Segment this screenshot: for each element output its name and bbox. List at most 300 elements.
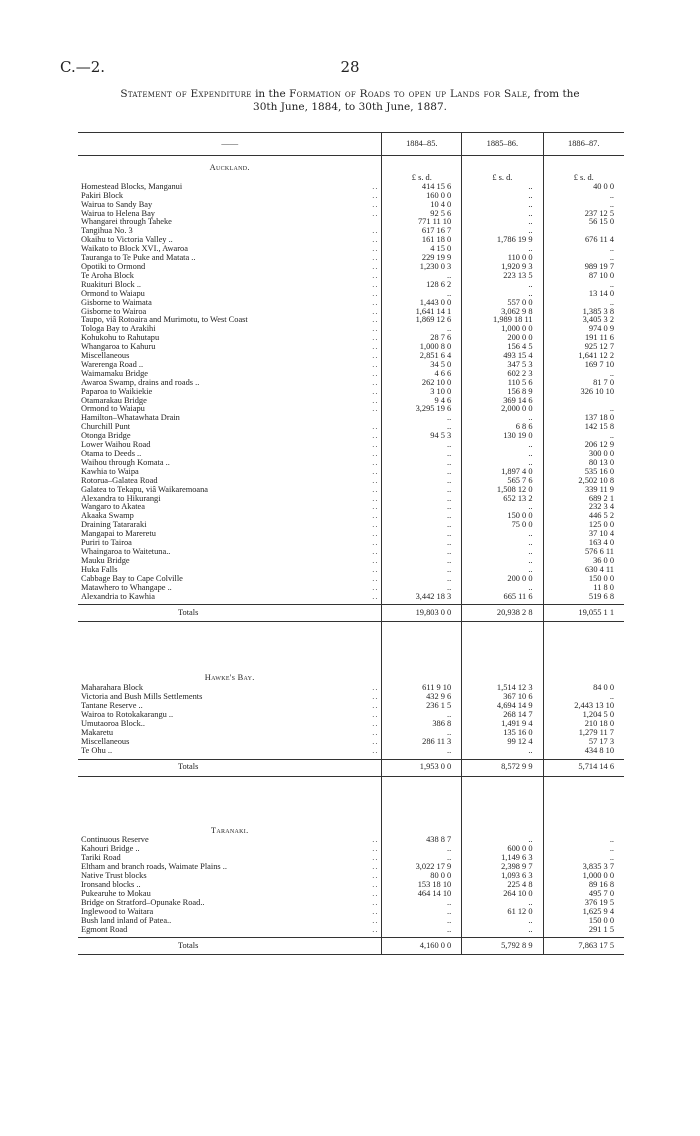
value-1885-86: ..: [462, 290, 543, 299]
value-1884-85: ..: [382, 272, 462, 281]
empty-cell: [462, 666, 543, 684]
row-label-text: Tantane Reserve ..: [81, 701, 143, 711]
value-1886-87: 56 15 0: [543, 218, 624, 227]
value-1884-85: 432 9 6: [382, 693, 462, 702]
value-1886-87: ..: [543, 299, 624, 308]
table-row: [78, 872, 624, 881]
leader-dots: ..: [372, 582, 379, 592]
row-label-text: Tauranga to Te Puke and Matata ..: [81, 253, 196, 263]
value-1886-87: ..: [543, 192, 624, 201]
value-1884-85: 611 9 10: [382, 684, 462, 693]
table-row: [78, 281, 624, 290]
table-row: [78, 299, 624, 308]
table-row: [78, 738, 624, 747]
value-1885-86: 652 13 2: [462, 495, 543, 504]
value-1884-85: ..: [382, 566, 462, 575]
page-title: [76, 88, 624, 114]
row-label-text: Churchill Punt: [81, 422, 131, 432]
value-1885-86: 264 10 0: [462, 890, 543, 899]
value-1885-86: 367 10 6: [462, 693, 543, 702]
table-row: [78, 468, 624, 477]
row-label-text: Matawhero to Whangape ..: [81, 582, 172, 592]
leader-dots: ..: [372, 181, 379, 191]
table-row: [78, 557, 624, 566]
leader-dots: ..: [372, 297, 379, 307]
total-1885-86: 20,938 2 8: [462, 605, 543, 622]
value-1884-85: ..: [382, 899, 462, 908]
value-1885-86: 200 0 0: [462, 575, 543, 584]
value-1885-86: 75 0 0: [462, 521, 543, 530]
row-label-text: Warerenga Road ..: [81, 359, 144, 369]
row-label-text: Awaroa Swamp, drains and roads ..: [81, 377, 200, 387]
value-1885-86: 369 14 6: [462, 397, 543, 406]
table-row: [78, 263, 624, 272]
value-1885-86: 110 5 6: [462, 379, 543, 388]
header-1885-86: 1885–86.: [462, 133, 543, 156]
value-1884-85: ..: [382, 539, 462, 548]
value-1886-87: 37 10 4: [543, 530, 624, 539]
value-1885-86: ..: [462, 218, 543, 227]
value-1884-85: ..: [382, 414, 462, 423]
value-1884-85: ..: [382, 459, 462, 468]
gap-cell: [382, 622, 462, 667]
value-1884-85: 3,295 19 6: [382, 405, 462, 414]
value-1886-87: 163 4 0: [543, 539, 624, 548]
value-1884-85: ..: [382, 845, 462, 854]
empty-cell: [543, 666, 624, 684]
row-label-text: Wangaro to Akatea: [81, 502, 145, 512]
row-label-text: Mauku Bridge: [81, 555, 130, 565]
leader-dots: ..: [372, 306, 379, 316]
value-1886-87: ..: [543, 432, 624, 441]
value-1885-86: 1,786 19 9: [462, 236, 543, 245]
value-1886-87: 989 19 7: [543, 263, 624, 272]
row-label-text: Gisborne to Wairoa: [81, 306, 147, 316]
value-1885-86: ..: [462, 183, 543, 192]
leader-dots: ..: [372, 422, 379, 432]
value-1886-87: 376 19 5: [543, 899, 624, 908]
row-label-text: Alexandria to Kawhia: [81, 591, 155, 601]
header-1886-87: 1886–87.: [543, 133, 624, 156]
value-1884-85: ..: [382, 917, 462, 926]
leader-dots: ..: [372, 208, 379, 218]
empty-cell: [382, 666, 462, 684]
value-1886-87: 974 0 9: [543, 325, 624, 334]
row-label: [78, 593, 382, 602]
table-row: [78, 863, 624, 872]
section-heading-row: [78, 819, 624, 837]
row-label-text: Alexandra to Hikurangi: [81, 493, 161, 503]
value-1884-85: 4 15 0: [382, 245, 462, 254]
row-label-text: Taupo, viâ Rotoaira and Murimotu, to West Coast: [81, 315, 248, 325]
value-1884-85: ..: [382, 290, 462, 299]
value-1884-85: ..: [382, 486, 462, 495]
leader-dots: ..: [372, 880, 379, 889]
row-label-text: Okaihu to Victoria Valley ..: [81, 235, 173, 245]
table-row: [78, 352, 624, 361]
table-row: [78, 316, 624, 325]
value-1886-87: ..: [543, 854, 624, 863]
value-1885-86: 665 11 6: [462, 593, 543, 602]
value-1886-87: 1,385 3 8: [543, 308, 624, 317]
leader-dots: ..: [372, 555, 379, 565]
value-1884-85: ..: [382, 441, 462, 450]
leader-dots: ..: [372, 538, 379, 548]
total-1884-85: 19,803 0 0: [382, 605, 462, 622]
section-heading-row: [78, 156, 624, 174]
table-row: [78, 201, 624, 210]
leader-dots: ..: [372, 520, 379, 530]
value-1886-87: 326 10 10: [543, 388, 624, 397]
value-1886-87: 434 8 10: [543, 747, 624, 756]
table-row: [78, 192, 624, 201]
table-row: [78, 343, 624, 352]
leader-dots: ..: [372, 333, 379, 343]
table-row: [78, 272, 624, 281]
gap-cell: [462, 776, 543, 819]
row-label: [78, 845, 382, 854]
title-mid: in the: [251, 88, 290, 100]
value-1886-87: 576 6 11: [543, 548, 624, 557]
row-label-text: Inglewood to Waitara: [81, 906, 154, 916]
value-1884-85: 3 10 0: [382, 388, 462, 397]
value-1886-87: 291 1 5: [543, 926, 624, 935]
row-label-text: Umutaoroa Block..: [81, 718, 145, 728]
value-1884-85: ..: [382, 729, 462, 738]
leader-dots: ..: [372, 261, 379, 271]
value-1884-85: 128 6 2: [382, 281, 462, 290]
row-label-text: Maharahara Block: [81, 683, 144, 693]
row-label-text: Otamarakau Bridge: [81, 395, 147, 405]
value-1884-85: ..: [382, 854, 462, 863]
value-1884-85: 161 18 0: [382, 236, 462, 245]
leader-dots: ..: [372, 924, 379, 934]
row-label-text: Whaingaroa to Waitetuna..: [81, 546, 171, 556]
value-1884-85: ..: [382, 468, 462, 477]
value-1886-87: 84 0 0: [543, 684, 624, 693]
row-label-text: Pakiri Block: [81, 190, 124, 200]
table-row: [78, 720, 624, 729]
value-1886-87: 40 0 0: [543, 183, 624, 192]
value-1884-85: ..: [382, 575, 462, 584]
leader-dots: ..: [372, 727, 379, 737]
value-1886-87: 36 0 0: [543, 557, 624, 566]
value-1886-87: 125 0 0: [543, 521, 624, 530]
value-1884-85: 9 4 6: [382, 397, 462, 406]
row-label-text: Huka Falls: [81, 564, 118, 574]
value-1884-85: 386 8: [382, 720, 462, 729]
value-1885-86: ..: [462, 926, 543, 935]
row-label-text: Ormond to Waiapu: [81, 288, 145, 298]
value-1885-86: 557 0 0: [462, 299, 543, 308]
table-row: [78, 926, 624, 935]
row-label-text: Ruakituri Block ..: [81, 279, 142, 289]
value-1886-87: 495 7 0: [543, 890, 624, 899]
page-reference: C.—2.: [60, 58, 106, 76]
value-1886-87: ..: [543, 201, 624, 210]
value-1886-87: 150 0 0: [543, 575, 624, 584]
row-label-text: Kawhia to Waipa: [81, 466, 139, 476]
row-label-text: Kahouri Bridge ..: [81, 844, 140, 854]
value-1884-85: ..: [382, 530, 462, 539]
value-1884-85: 771 11 10: [382, 218, 462, 227]
value-1884-85: ..: [382, 503, 462, 512]
section-gap: [78, 622, 624, 667]
table-row: [78, 218, 624, 227]
row-label: [78, 557, 382, 566]
table-row: [78, 495, 624, 504]
row-label-text: Rotorua–Galatea Road: [81, 475, 158, 485]
value-1885-86: 1,093 6 3: [462, 872, 543, 881]
leader-dots: ..: [372, 377, 379, 387]
value-1886-87: 925 12 7: [543, 343, 624, 352]
section-heading: Hawke's Bay.: [204, 673, 255, 683]
value-1884-85: 3,022 17 9: [382, 863, 462, 872]
total-1885-86: 8,572 9 9: [462, 759, 543, 776]
value-1885-86: ..: [462, 459, 543, 468]
table-row: [78, 881, 624, 890]
table-row: [78, 548, 624, 557]
value-1885-86: ..: [462, 227, 543, 236]
table-row: [78, 334, 624, 343]
section-heading: Taranaki.: [210, 825, 249, 835]
value-1886-87: 1,625 9 4: [543, 908, 624, 917]
leader-dots: ..: [372, 484, 379, 494]
row-label-text: Otonga Bridge: [81, 431, 131, 441]
leader-dots: ..: [372, 359, 379, 369]
value-1884-85: 229 19 9: [382, 254, 462, 263]
table-row: [78, 693, 624, 702]
section-heading-row: [78, 666, 624, 684]
leader-dots: ..: [372, 431, 379, 441]
row-label-text: Eltham and branch roads, Waimate Plains ..: [81, 862, 227, 872]
value-1885-86: ..: [462, 557, 543, 566]
leader-dots: ..: [372, 546, 379, 556]
table-row: [78, 530, 624, 539]
value-1886-87: 300 0 0: [543, 450, 624, 459]
value-1885-86: ..: [462, 503, 543, 512]
leader-dots: ..: [372, 279, 379, 289]
table-row: [78, 836, 624, 845]
value-1886-87: ..: [543, 845, 624, 854]
value-1886-87: 57 17 3: [543, 738, 624, 747]
leader-dots: ..: [372, 270, 379, 280]
row-label-text: Lower Waihou Road: [81, 440, 151, 450]
value-1885-86: ..: [462, 566, 543, 575]
leader-dots: ..: [372, 226, 379, 236]
leader-dots: ..: [372, 692, 379, 702]
value-1884-85: ..: [382, 477, 462, 486]
value-1885-86: 156 4 5: [462, 343, 543, 352]
row-label-text: Opotiki to Ormond: [81, 261, 146, 271]
row-label-text: Wairua to Sandy Bay: [81, 199, 153, 209]
row-label-text: Waimamaku Bridge: [81, 368, 149, 378]
page-number: 28: [340, 58, 360, 76]
table-row: [78, 254, 624, 263]
value-1884-85: ..: [382, 325, 462, 334]
value-1886-87: 142 15 8: [543, 423, 624, 432]
empty-cell: [543, 819, 624, 837]
units-1886-87: £ s. d.: [543, 174, 624, 183]
row-label-text: Ironsand blocks ..: [81, 880, 141, 889]
table-row: [78, 441, 624, 450]
value-1885-86: 135 16 0: [462, 729, 543, 738]
value-1885-86: 1,000 0 0: [462, 325, 543, 334]
gap-cell: [78, 776, 382, 819]
value-1886-87: 676 11 4: [543, 236, 624, 245]
leader-dots: ..: [372, 862, 379, 872]
leader-dots: ..: [372, 591, 379, 601]
value-1886-87: ..: [543, 405, 624, 414]
total-1884-85: 1,953 0 0: [382, 759, 462, 776]
value-1885-86: ..: [462, 899, 543, 908]
table-row: [78, 593, 624, 602]
leader-dots: ..: [372, 915, 379, 925]
value-1884-85: ..: [382, 512, 462, 521]
units-1885-86: £ s. d.: [462, 174, 543, 183]
table-body: [78, 156, 624, 955]
row-label-text: Bush land inland of Patea..: [81, 915, 172, 925]
table-row: [78, 397, 624, 406]
value-1884-85: 153 18 10: [382, 881, 462, 890]
totals-row: [78, 605, 624, 622]
section-gap: [78, 776, 624, 819]
leader-dots: ..: [372, 475, 379, 485]
table-row: [78, 379, 624, 388]
totals-label: Totals: [78, 759, 382, 776]
value-1885-86: ..: [462, 539, 543, 548]
gap-cell: [543, 622, 624, 667]
value-1886-87: 150 0 0: [543, 917, 624, 926]
value-1886-87: 1,000 0 0: [543, 872, 624, 881]
expenditure-table: [78, 132, 624, 955]
table-row: [78, 361, 624, 370]
value-1886-87: ..: [543, 254, 624, 263]
table-row: [78, 325, 624, 334]
leader-dots: ..: [372, 888, 379, 898]
value-1886-87: 689 2 1: [543, 495, 624, 504]
value-1885-86: ..: [462, 747, 543, 756]
value-1886-87: 446 5 2: [543, 512, 624, 521]
table-row: [78, 503, 624, 512]
value-1885-86: 493 15 4: [462, 352, 543, 361]
value-1885-86: 1,514 12 3: [462, 684, 543, 693]
leader-dots: ..: [372, 906, 379, 916]
leader-dots: ..: [372, 745, 379, 755]
value-1884-85: ..: [382, 926, 462, 935]
value-1885-86: 6 8 6: [462, 423, 543, 432]
row-label-text: Miscellaneous: [81, 351, 130, 361]
table-row: [78, 414, 624, 423]
row-label-text: Waikato to Block XVI., Awaroa: [81, 244, 188, 254]
row-label-text: Draining Tatararaki: [81, 520, 147, 530]
value-1885-86: ..: [462, 414, 543, 423]
value-1886-87: ..: [543, 836, 624, 845]
table-row: [78, 711, 624, 720]
leader-dots: ..: [372, 342, 379, 352]
value-1885-86: ..: [462, 281, 543, 290]
row-label-text: Egmont Road: [81, 924, 128, 934]
value-1884-85: 286 11 3: [382, 738, 462, 747]
leader-dots: ..: [372, 386, 379, 396]
value-1885-86: 225 4 8: [462, 881, 543, 890]
leader-dots: ..: [372, 564, 379, 574]
value-1885-86: 99 12 4: [462, 738, 543, 747]
leader-dots: ..: [372, 288, 379, 298]
value-1884-85: 34 5 0: [382, 361, 462, 370]
value-1884-85: 4 6 6: [382, 370, 462, 379]
value-1884-85: 1,000 8 0: [382, 343, 462, 352]
value-1886-87: 630 4 11: [543, 566, 624, 575]
leader-dots: ..: [372, 871, 379, 881]
row-label-text: Continuous Reserve: [81, 835, 149, 845]
value-1886-87: 519 6 8: [543, 593, 624, 602]
row-label-text: Wairoa to Rotokakarangu ..: [81, 710, 174, 720]
table-row: [78, 512, 624, 521]
value-1884-85: 3,442 18 3: [382, 593, 462, 602]
value-1886-87: ..: [543, 245, 624, 254]
row-label-text: Otama to Deeds ..: [81, 449, 142, 458]
row-label-text: Mangapai to Mareretu: [81, 529, 156, 539]
row-label-text: Tariki Road: [81, 853, 121, 863]
row-label-text: Wairua to Helena Bay: [81, 208, 155, 218]
section-heading: Auckland.: [209, 163, 250, 172]
leader-dots: ..: [372, 466, 379, 476]
title-formation: Formation of Roads to open up Lands for Sale: [289, 88, 528, 100]
value-1886-87: 3,835 3 7: [543, 863, 624, 872]
leader-dots: ..: [372, 253, 379, 263]
value-1886-87: 89 16 8: [543, 881, 624, 890]
row-label-text: Kohukohu to Rahutapu: [81, 333, 160, 343]
row-label-text: Te Ohu ..: [81, 745, 113, 755]
row-label-text: Tangihua No. 3: [81, 226, 133, 236]
value-1885-86: 2,398 9 7: [462, 863, 543, 872]
leader-dots: ..: [372, 440, 379, 450]
value-1884-85: 28 7 6: [382, 334, 462, 343]
leader-dots: ..: [372, 404, 379, 414]
value-1886-87: 137 18 0: [543, 414, 624, 423]
value-1884-85: 617 16 7: [382, 227, 462, 236]
table-row: [78, 290, 624, 299]
row-label-text: Makaretu: [81, 727, 114, 737]
leader-dots: ..: [372, 351, 379, 361]
title-prefix: Statement of Expenditure: [120, 88, 252, 100]
row-label-text: Paparoa to Waikiekie: [81, 386, 153, 396]
empty-cell: [382, 819, 462, 837]
row-label: [78, 926, 382, 935]
gap-cell: [78, 622, 382, 667]
value-1886-87: 191 11 6: [543, 334, 624, 343]
row-label-text: Whangarei through Taheke: [81, 217, 172, 227]
value-1886-87: 169 7 10: [543, 361, 624, 370]
value-1885-86: 565 7 6: [462, 477, 543, 486]
value-1886-87: 1,641 12 2: [543, 352, 624, 361]
totals-row: [78, 759, 624, 776]
table-row: [78, 459, 624, 468]
leader-dots: ..: [372, 736, 379, 746]
value-1885-86: ..: [462, 530, 543, 539]
leader-dots: ..: [372, 683, 379, 693]
value-1884-85: 262 10 0: [382, 379, 462, 388]
value-1886-87: 206 12 9: [543, 441, 624, 450]
leader-dots: ..: [372, 897, 379, 907]
value-1885-86: ..: [462, 917, 543, 926]
value-1885-86: 1,989 18 11: [462, 316, 543, 325]
value-1885-86: ..: [462, 450, 543, 459]
value-1886-87: ..: [543, 370, 624, 379]
value-1886-87: 232 3 4: [543, 503, 624, 512]
value-1885-86: 1,491 9 4: [462, 720, 543, 729]
